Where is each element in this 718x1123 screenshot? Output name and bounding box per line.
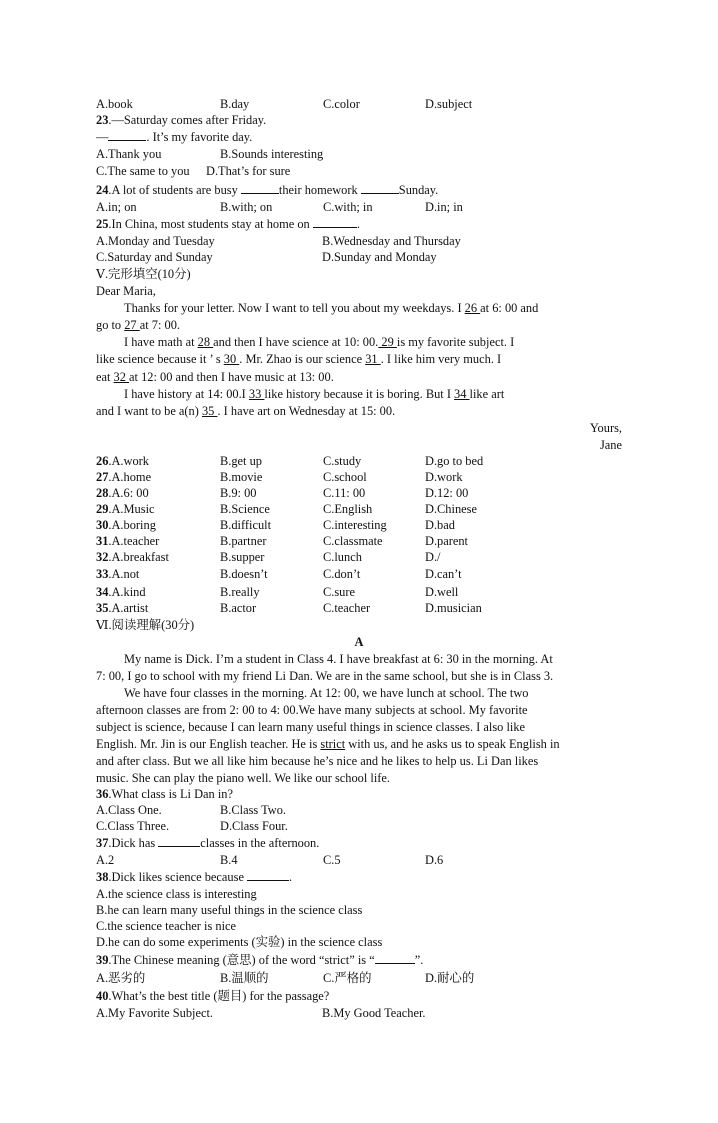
letter-text: is my favorite subject. I — [396, 335, 515, 349]
passage-text: English. Mr. Jin is our English teacher. He is — [96, 737, 321, 751]
letter-line-2 — [96, 317, 622, 334]
passage-line — [96, 736, 622, 753]
q25-stem-end: . — [356, 217, 360, 231]
cloze-blank-28[interactable]: 28 — [197, 335, 214, 349]
cloze-question-32 — [96, 549, 169, 566]
q22-option-d: D.subject — [425, 97, 473, 111]
cloze-blank-30[interactable]: 30 — [223, 352, 240, 366]
q36-option-a: A.Class One. — [96, 803, 162, 817]
cloze-blank-35[interactable]: 35 — [201, 404, 218, 418]
cloze-option-b: B.Science — [220, 502, 270, 516]
q23-option-c: C.The same to you — [96, 164, 190, 178]
q22-option-a: A.book — [96, 97, 133, 111]
cloze-options-26 — [96, 453, 622, 470]
cloze-question-28 — [96, 485, 149, 502]
q24-option-c: C.with; in — [323, 200, 373, 214]
cloze-question-26 — [96, 453, 149, 470]
letter-text: at 7: 00. — [139, 318, 180, 332]
cloze-number: 28 — [96, 486, 109, 500]
cloze-question-33 — [96, 566, 139, 583]
passage-line: music. She can play the piano well. We like our school life. — [96, 771, 391, 785]
q37-options — [96, 852, 622, 869]
cloze-option-d: D.12: 00 — [425, 486, 469, 500]
q23-option-a: A.Thank you — [96, 147, 162, 161]
q37-blank[interactable] — [158, 835, 200, 847]
cloze-blank-29[interactable]: 29 — [378, 335, 397, 349]
cloze-option-a: .A.not — [108, 567, 140, 581]
q37-stem — [96, 835, 622, 852]
q25-option-a: A.Monday and Tuesday — [96, 234, 215, 248]
letter-text: like art — [469, 387, 505, 401]
letter-text: eat — [96, 370, 114, 384]
q23-answer-blank[interactable] — [108, 129, 146, 141]
cloze-number: 29 — [96, 502, 109, 516]
q39-option-c: C.严格的 — [323, 971, 372, 985]
cloze-blank-32[interactable]: 32 — [113, 370, 130, 384]
cloze-option-b: B.actor — [220, 601, 257, 615]
q22-option-c: C.color — [323, 97, 360, 111]
q39-number: 39 — [96, 953, 109, 967]
letter-line-7 — [96, 403, 622, 420]
q36-option-d: D.Class Four. — [220, 819, 288, 833]
cloze-options-28 — [96, 485, 622, 502]
letter-line-5 — [96, 369, 622, 386]
cloze-option-d: D.Chinese — [425, 502, 477, 516]
cloze-options-35 — [96, 600, 622, 617]
cloze-question-35 — [96, 600, 148, 617]
cloze-question-34 — [96, 584, 146, 601]
cloze-option-c: C.interesting — [323, 518, 387, 532]
q25-stem-text: .In China, most students stay at home on — [108, 217, 313, 231]
letter-text: go to — [96, 318, 125, 332]
cloze-options-29 — [96, 501, 622, 518]
q24-stem-part3: Sunday. — [398, 183, 439, 197]
letter-closing: Yours, — [589, 421, 622, 435]
letter-greeting: Dear Maria, — [96, 284, 156, 298]
q23-stem — [96, 112, 622, 129]
cloze-option-d: D.well — [425, 585, 459, 599]
q24-number: 24 — [96, 183, 109, 197]
q25-blank[interactable] — [313, 216, 357, 228]
q40-option-b: B.My Good Teacher. — [322, 1006, 426, 1020]
cloze-option-a: .A.Music — [108, 502, 155, 516]
letter-text: and I want to be a(n) — [96, 404, 202, 418]
q24-options — [96, 199, 622, 216]
cloze-option-c: C.sure — [323, 585, 356, 599]
q37-stem-part2: classes in the afternoon. — [200, 836, 320, 850]
passage-text: with us, and he asks us to speak English in — [345, 737, 560, 751]
cloze-option-d: D.bad — [425, 518, 455, 532]
q25-option-b: B.Wednesday and Thursday — [322, 234, 461, 248]
passage-line: afternoon classes are from 2: 00 to 4: 00.We have many subjects at school. My favorite — [96, 703, 528, 717]
letter-text: Thanks for your letter. Now I want to tell you about my weekdays. I — [124, 301, 465, 315]
q23-options-row1 — [96, 146, 622, 163]
q25-stem — [96, 216, 622, 233]
cloze-options-32 — [96, 549, 622, 566]
cloze-option-a: .A.boring — [108, 518, 156, 532]
q40-options — [96, 1005, 622, 1022]
q36-option-c: C.Class Three. — [96, 819, 170, 833]
q24-blank-1[interactable] — [241, 182, 279, 194]
letter-line-1 — [96, 300, 622, 317]
q25-option-c: C.Saturday and Sunday — [96, 250, 213, 264]
cloze-option-b: B.get up — [220, 454, 262, 468]
cloze-option-c: C.classmate — [323, 534, 383, 548]
cloze-option-b: B.movie — [220, 470, 263, 484]
passage-line: My name is Dick. I’m a student in Class 4. I have breakfast at 6: 30 in the morning. At — [124, 652, 553, 666]
q38-number: 38 — [96, 870, 109, 884]
q36-number: 36 — [96, 787, 109, 801]
q36-option-b: B.Class Two. — [220, 803, 287, 817]
cloze-option-a: .A.home — [108, 470, 152, 484]
q24-option-a: A.in; on — [96, 200, 137, 214]
letter-text: and then I have science at 10: 00. — [213, 335, 379, 349]
q25-option-d: D.Sunday and Monday — [322, 250, 437, 264]
q22-option-b: B.day — [220, 97, 250, 111]
q38-blank[interactable] — [247, 869, 289, 881]
q37-number: 37 — [96, 836, 109, 850]
cloze-options-27 — [96, 469, 622, 486]
cloze-blank-31[interactable]: 31 — [365, 352, 381, 366]
cloze-blank-34[interactable]: 34 — [454, 387, 470, 401]
cloze-option-b: B.difficult — [220, 518, 272, 532]
q38-option-c: C.the science teacher is nice — [96, 919, 237, 933]
passage-line: and after class. But we all like him because he’s nice and he likes to help us. Li Dan likes — [96, 754, 539, 768]
q39-stem — [96, 952, 622, 969]
q23-options-row2 — [96, 163, 622, 180]
cloze-question-29 — [96, 501, 155, 518]
passage-line: subject is science, because I can learn many useful things in science classes. I also like — [96, 720, 526, 734]
cloze-question-30 — [96, 517, 156, 534]
cloze-option-b: B.supper — [220, 550, 265, 564]
cloze-option-c: C.lunch — [323, 550, 362, 564]
cloze-option-c: C.study — [323, 454, 362, 468]
q39-option-d: D.耐心的 — [425, 971, 475, 985]
q23-option-d: D.That’s for sure — [206, 164, 291, 178]
passage-line: 7: 00, I go to school with my friend Li Dan. We are in the same school, but she is in Class 3. — [96, 669, 554, 683]
q37-option-a: A.2 — [96, 853, 115, 867]
q38-stem — [96, 869, 622, 886]
q24-option-b: B.with; on — [220, 200, 273, 214]
cloze-option-a: .A.6: 00 — [108, 486, 149, 500]
q40-option-a: A.My Favorite Subject. — [96, 1006, 214, 1020]
letter-text: . Mr. Zhao is our science — [239, 352, 366, 366]
cloze-question-31 — [96, 533, 159, 550]
cloze-option-d: D.parent — [425, 534, 469, 548]
q39-blank[interactable] — [375, 952, 415, 964]
q23-stem-text: .—Saturday comes after Friday. — [108, 113, 267, 127]
q23-reply-text: . It’s my favorite day. — [146, 130, 253, 144]
q22-options — [96, 96, 622, 113]
cloze-number: 34 — [96, 585, 109, 599]
cloze-option-d: D.go to bed — [425, 454, 484, 468]
q37-stem-part1: .Dick has — [108, 836, 159, 850]
q36-stem-text: .What class is Li Dan in? — [108, 787, 233, 801]
q39-option-a: A.恶劣的 — [96, 971, 146, 985]
cloze-option-d: D.can’t — [425, 567, 462, 581]
cloze-option-a: .A.teacher — [108, 534, 160, 548]
cloze-blank-27[interactable]: 27 — [124, 318, 140, 332]
letter-text: like history because it is boring. But I — [264, 387, 455, 401]
cloze-option-b: B.9: 00 — [220, 486, 257, 500]
letter-text: at 6: 00 and — [480, 301, 539, 315]
q39-stem-part2: ”. — [414, 953, 424, 967]
cloze-blank-26[interactable]: 26 — [464, 301, 481, 315]
letter-signature: Jane — [599, 438, 622, 452]
passage-line: We have four classes in the morning. At 12: 00, we have lunch at school. The two — [124, 686, 529, 700]
letter-line-3 — [96, 334, 622, 351]
cloze-number: 33 — [96, 567, 109, 581]
cloze-option-b: B.doesn’t — [220, 567, 268, 581]
cloze-options-33 — [96, 566, 622, 583]
passage-label: A — [354, 635, 364, 649]
q23-reply-dash: — — [96, 130, 109, 144]
letter-text: . I like him very much. I — [380, 352, 502, 366]
q40-stem-text: .What’s the best title (题目) for the passage? — [108, 989, 330, 1003]
section5-title: Ⅴ.完形填空(10分) — [96, 267, 191, 281]
q37-option-b: B.4 — [220, 853, 238, 867]
q24-blank-2[interactable] — [361, 182, 399, 194]
cloze-options-31 — [96, 533, 622, 550]
q40-number: 40 — [96, 989, 109, 1003]
cloze-option-d: D./ — [425, 550, 441, 564]
q23-reply — [96, 129, 622, 146]
q39-option-b: B.温顺的 — [220, 971, 269, 985]
q25-options-row1 — [96, 233, 622, 250]
q39-stem-part1: .The Chinese meaning (意思) of the word “strict” is “ — [108, 953, 375, 967]
q36-options-row1 — [96, 802, 622, 819]
cloze-option-a: .A.work — [108, 454, 149, 468]
cloze-option-d: D.musician — [425, 601, 482, 615]
cloze-option-a: .A.artist — [108, 601, 149, 615]
q24-stem-part1: .A lot of students are busy — [108, 183, 241, 197]
cloze-number: 26 — [96, 454, 109, 468]
letter-line-4 — [96, 351, 622, 368]
cloze-question-27 — [96, 469, 151, 486]
cloze-number: 30 — [96, 518, 109, 532]
q38-option-a: A.the science class is interesting — [96, 887, 257, 901]
letter-text: I have math at — [124, 335, 198, 349]
letter-text: like science because it ’ s — [96, 352, 224, 366]
q24-stem-part2: their homework — [278, 183, 361, 197]
q23-option-b: B.Sounds interesting — [220, 147, 324, 161]
cloze-number: 27 — [96, 470, 109, 484]
cloze-option-d: D.work — [425, 470, 463, 484]
cloze-option-a: .A.breakfast — [108, 550, 169, 564]
q36-stem — [96, 786, 622, 803]
q38-option-b: B.he can learn many useful things in the science class — [96, 903, 363, 917]
cloze-blank-33[interactable]: 33 — [248, 387, 265, 401]
cloze-options-34 — [96, 584, 622, 601]
letter-text: I have history at 14: 00.I — [124, 387, 249, 401]
cloze-option-b: B.partner — [220, 534, 267, 548]
letter-text: . I have art on Wednesday at 15: 00. — [217, 404, 396, 418]
q23-number: 23 — [96, 113, 109, 127]
q38-stem-text: .Dick likes science because — [108, 870, 248, 884]
q39-options — [96, 970, 622, 987]
q40-stem — [96, 988, 622, 1005]
q36-options-row2 — [96, 818, 622, 835]
q38-stem-end: . — [289, 870, 293, 884]
cloze-option-c: C.English — [323, 502, 373, 516]
cloze-option-b: B.really — [220, 585, 260, 599]
cloze-option-c: C.teacher — [323, 601, 371, 615]
cloze-option-a: .A.kind — [108, 585, 146, 599]
q24-option-d: D.in; in — [425, 200, 463, 214]
cloze-option-c: C.11: 00 — [323, 486, 366, 500]
q38-option-d: D.he can do some experiments (实验) in the science class — [96, 935, 383, 949]
letter-line-6 — [96, 386, 622, 403]
cloze-option-c: C.school — [323, 470, 367, 484]
cloze-number: 35 — [96, 601, 109, 615]
q37-option-d: D.6 — [425, 853, 444, 867]
cloze-number: 31 — [96, 534, 109, 548]
cloze-options-30 — [96, 517, 622, 534]
letter-text: at 12: 00 and then I have music at 13: 00. — [129, 370, 334, 384]
section6-title: Ⅵ.阅读理解(30分) — [96, 618, 195, 632]
cloze-number: 32 — [96, 550, 109, 564]
q25-options-row2 — [96, 249, 622, 266]
q24-stem — [96, 182, 622, 199]
q25-number: 25 — [96, 217, 109, 231]
cloze-option-c: C.don’t — [323, 567, 361, 581]
underlined-word-strict: strict — [320, 737, 346, 751]
q37-option-c: C.5 — [323, 853, 341, 867]
